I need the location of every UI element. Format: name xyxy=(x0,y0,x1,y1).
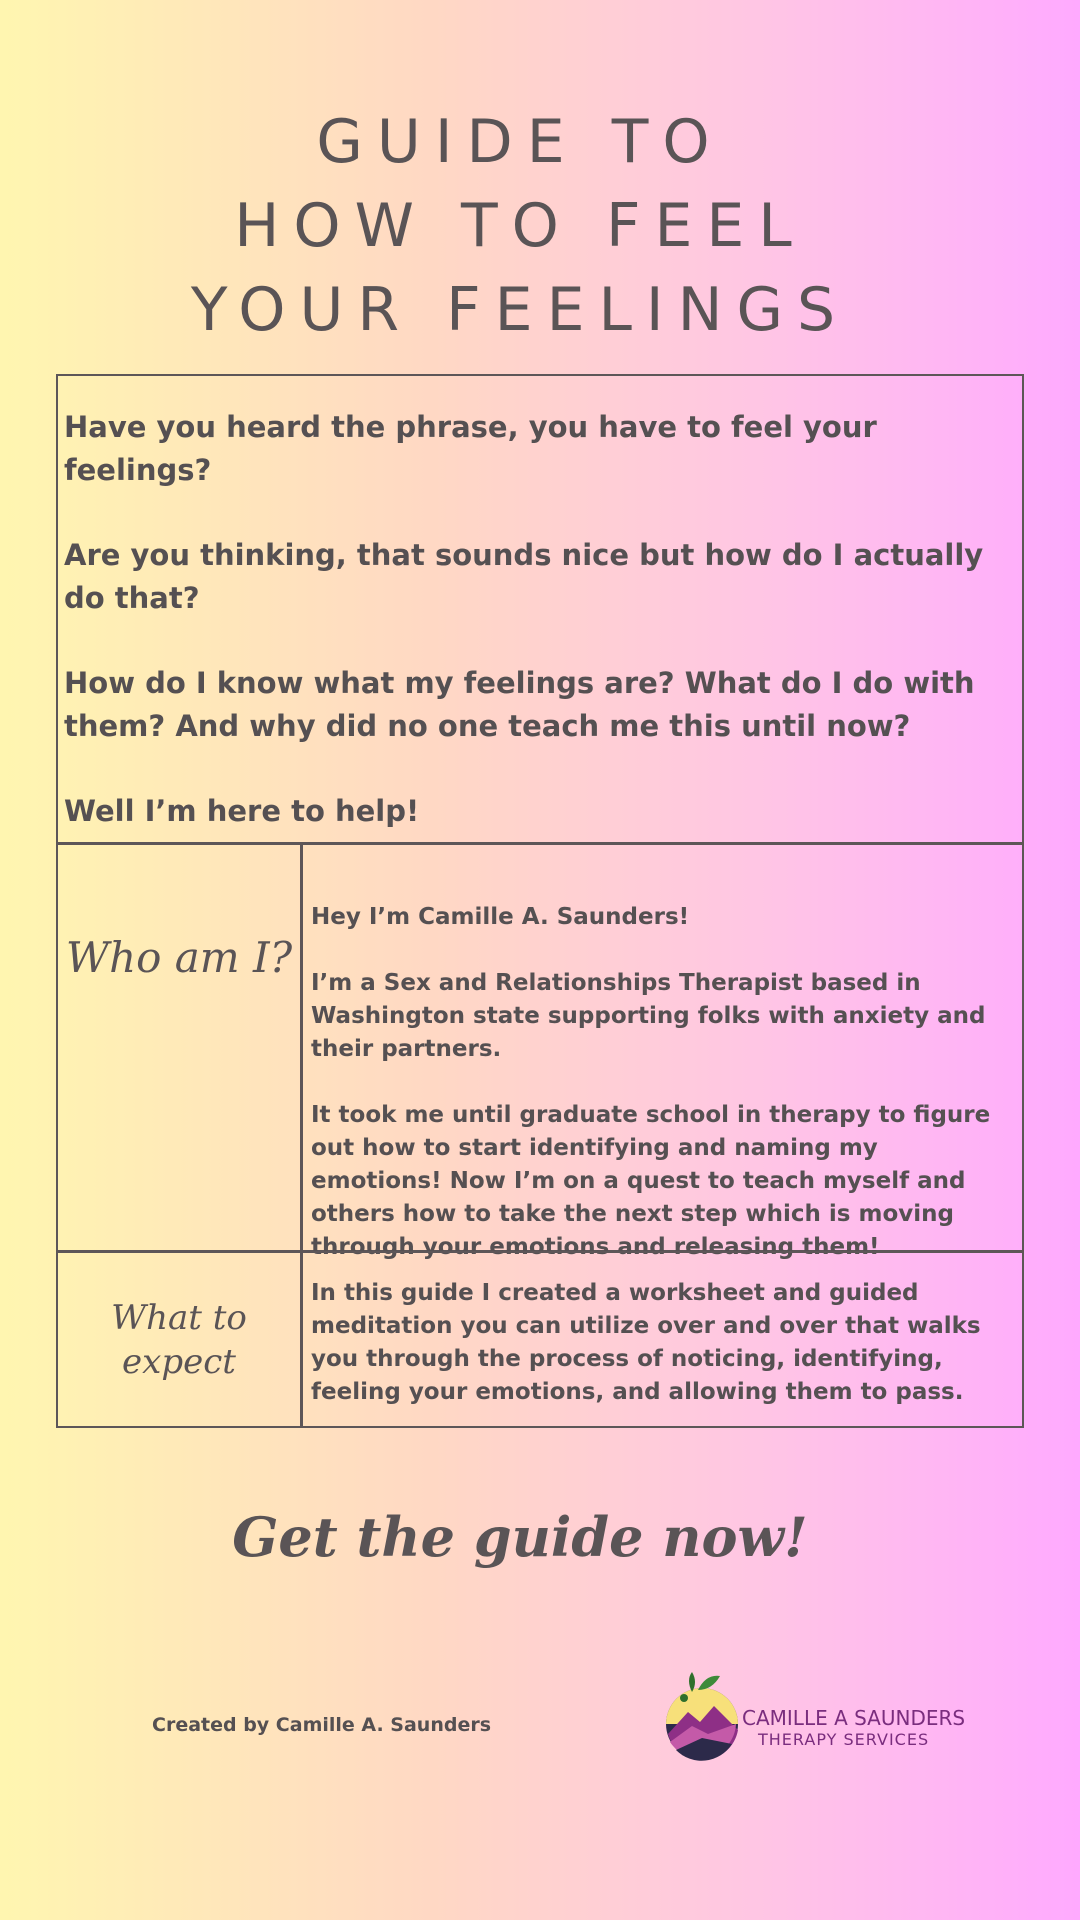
what-to-expect-label: What to expect xyxy=(56,1251,302,1428)
title-line-2: HOW TO FEEL xyxy=(234,191,806,261)
title-line-1: GUIDE TO xyxy=(316,107,724,177)
brand-logo xyxy=(662,1668,966,1764)
who-am-i-label: Who am I? xyxy=(56,843,302,1252)
what-to-expect-body xyxy=(301,1251,1024,1428)
intro-answer: Well I’m here to help! xyxy=(64,794,420,828)
page-title xyxy=(0,100,1040,352)
expect-description: In this guide I created a worksheet and guided meditation you can utilize over and over that walks you through the process of noticing, identifying, feeling your emotions, and allowing them to pass. xyxy=(311,1280,981,1405)
who-greeting: Hey I’m Camille A. Saunders! xyxy=(311,904,690,930)
who-story: It took me until graduate school in therapy to figure out how to start identifying and naming my emotions! Now I’m on a quest to teach myself and others how to take the next step which is moving through your emotions and releasing them! xyxy=(311,1102,991,1260)
logo-mountain-icon xyxy=(662,1668,744,1764)
title-line-3: YOUR FEELINGS xyxy=(190,275,850,345)
logo-name: CAMILLE A SAUNDERS xyxy=(742,1706,966,1730)
created-by-text: Created by Camille A. Saunders xyxy=(152,1714,492,1736)
get-guide-link[interactable]: Get the guide now! xyxy=(232,1505,808,1569)
intro-question-1: Have you heard the phrase, you have to feel your feelings? xyxy=(64,410,877,487)
intro-question-3: How do I know what my feelings are? What do I do with them? And why did no one teach me this until now? xyxy=(64,666,975,743)
intro-question-2: Are you thinking, that sounds nice but how do I actually do that? xyxy=(64,538,984,615)
logo-subtitle: THERAPY SERVICES xyxy=(758,1730,930,1749)
who-am-i-body xyxy=(301,843,1024,1260)
intro-box xyxy=(56,374,1024,844)
who-description: I’m a Sex and Relationships Therapist based in Washington state supporting folks with anxiety and their partners. xyxy=(311,970,986,1062)
